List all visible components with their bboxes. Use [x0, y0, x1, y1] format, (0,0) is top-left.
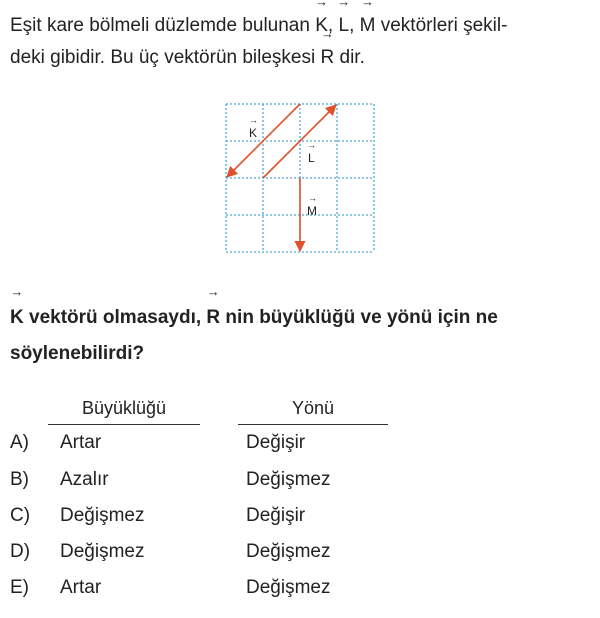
column-underline [238, 424, 388, 425]
question-part: nin büyüklüğü ve yönü için ne [220, 307, 498, 328]
vector-k-symbol: → K [10, 300, 24, 336]
option-letter: E) [10, 577, 29, 598]
option-yon: Değişmez [246, 577, 331, 598]
statement-text: vektörleri şekil- [375, 15, 508, 36]
option-letter: A) [10, 432, 29, 453]
vector-grid-figure [222, 100, 382, 260]
option-letter: D) [10, 541, 31, 562]
question-part: vektörü olmasaydı, [23, 307, 207, 328]
vector-l-symbol: → L [338, 10, 349, 42]
vector-l-arrowhead: → [307, 140, 316, 150]
option-letter: B) [10, 469, 29, 490]
vector-m-arrowhead: → [308, 193, 317, 203]
option-yon: Değişir [246, 505, 306, 526]
option-letter: C) [10, 505, 31, 526]
vector-k-label: K [249, 126, 258, 140]
option-a[interactable] [10, 432, 590, 462]
vector-r-symbol: → R [206, 300, 220, 336]
column-header-yon: Yönü [291, 398, 335, 418]
option-buyukluk: Değişmez [60, 505, 145, 526]
vector-l-label: L [308, 151, 315, 165]
vector-k-arrow [227, 104, 300, 177]
vector-k-arrowhead: → [249, 115, 258, 125]
vector-k-symbol: → K [315, 10, 328, 42]
column-underline [48, 424, 200, 425]
column-header-buyukluk: Büyüklüğü [81, 398, 167, 418]
option-d[interactable] [10, 541, 590, 571]
option-buyukluk: Değişmez [60, 541, 145, 562]
option-yon: Değişmez [246, 541, 331, 562]
separator: , [327, 15, 339, 36]
statement-text: deki gibidir. Bu üç vektörün bileşkesi [10, 47, 321, 68]
vector-m-label: M [307, 204, 317, 218]
option-yon: Değişir [246, 432, 306, 453]
vector-m-symbol: → M [360, 10, 376, 42]
statement-text: dir. [334, 47, 365, 68]
vector-r-symbol: → R [321, 42, 335, 74]
option-c[interactable] [10, 505, 590, 535]
vector-l-arrow [263, 105, 336, 178]
option-buyukluk: Artar [60, 432, 102, 453]
question-text [10, 300, 595, 372]
option-e[interactable] [10, 577, 590, 607]
question-part: söylenebilirdi? [10, 343, 145, 364]
statement-text: Eşit kare bölmeli düzlemde bulunan [10, 15, 316, 36]
option-b[interactable] [10, 469, 590, 499]
problem-statement [10, 10, 595, 74]
option-yon: Değişmez [246, 469, 331, 490]
separator: , [349, 15, 360, 36]
option-buyukluk: Azalır [60, 469, 109, 490]
option-buyukluk: Artar [60, 577, 102, 598]
